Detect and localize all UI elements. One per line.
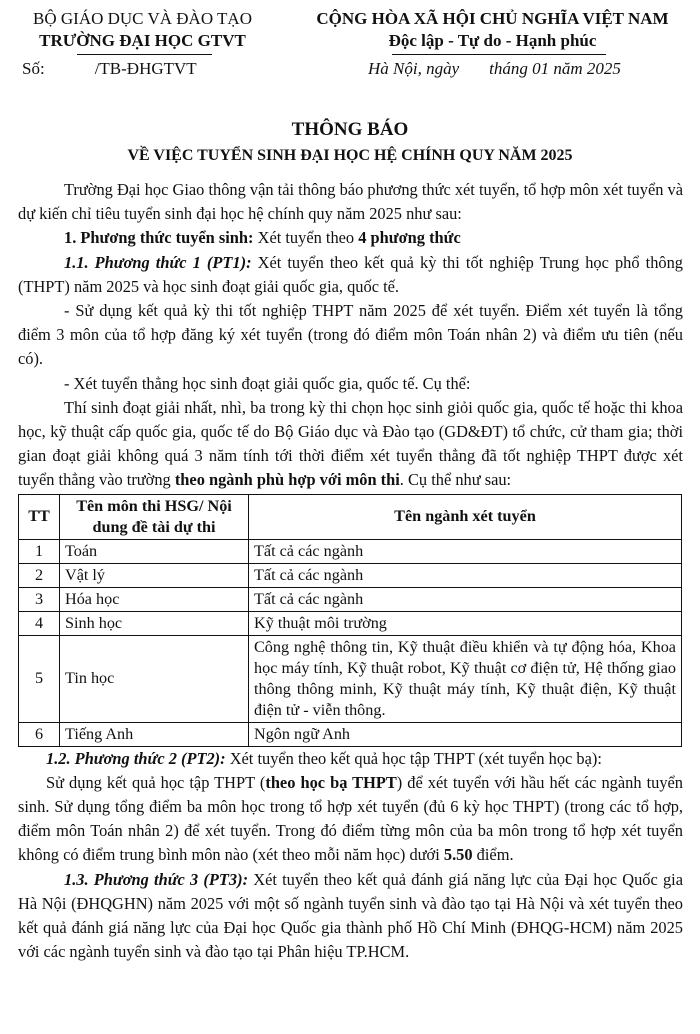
row-subject: Sinh học [60,611,249,635]
date-place-day: Hà Nội, ngày [368,59,460,78]
row-subject: Toán [60,539,249,563]
document-body [18,178,683,964]
row-subject: Vật lý [60,563,249,587]
col-header-subject: Tên môn thi HSG/ Nội dung đề tài dự thi [60,494,249,539]
document-title: THÔNG BÁO [291,119,409,140]
row-subject: Tiếng Anh [60,722,249,746]
pt2-heading: 1.2. Phương thức 2 (PT2): Xét tuyển theo kết quả học tập THPT (xét tuyển học bạ): [46,748,602,768]
pt1-bullet-2: - Xét tuyển thẳng học sinh đoạt giải quốc gia, quốc tế. Cụ thể: [64,373,471,393]
document-number-label: Số: [22,59,45,78]
pt2-label: 1.2. Phương thức 2 (PT2): [46,748,226,768]
row-tt: 6 [19,722,60,746]
intro-paragraph: Trường Đại học Giao thông vận tải thông báo phương thức xét tuyển, tổ hợp môn xét tuyển và dự kiến chỉ tiêu tuyển sinh đại học hệ chính quy năm 2025 như sau: [18,180,683,224]
motto-underline [392,54,606,55]
table-row [19,539,682,563]
issuer-block [0,8,285,52]
table-header-row [19,494,682,539]
pt3-heading: 1.3. Phương thức 3 (PT3): Xét tuyển theo kết quả đánh giá năng lực của Đại học Quốc gia Hà Nội (ĐHQGHN) năm 2025 với một số ngành tuyển sinh và đào tạo tại Hà Nội và xét tuyển theo kết quả đánh giá năng lực của Đại học Quốc gia thành phố Hồ Chí Minh (ĐHQG-HCM) năm 2025 với các ngành tuyển sinh và đào tạo tại Phân hiệu TP.HCM. [18,869,683,962]
row-tt: 1 [19,539,60,563]
document-date [368,58,621,80]
motto: Độc lập - Tự do - Hạnh phúc [388,31,597,50]
date-month-year: tháng 01 năm 2025 [489,59,621,78]
table-row [19,635,682,722]
row-majors: Tất cả các ngành [249,587,682,611]
col-header-tt: TT [19,494,60,539]
national-motto-block [285,8,700,52]
ministry-name: BỘ GIÁO DỤC VÀ ĐÀO TẠO [33,9,252,28]
row-subject: Tin học [60,635,249,722]
row-subject: Hóa học [60,587,249,611]
country-name: CỘNG HÒA XÃ HỘI CHỦ NGHĨA VIỆT NAM [316,9,669,28]
pt2-paragraph: Sử dụng kết quả học tập THPT (theo học bạ THPT) để xét tuyển với hầu hết các ngành tuyển sinh. Sử dụng tổng điểm ba môn học trong tổ hợp xét tuyển (đủ 6 kỳ học THPT) (trong các tổ hợp, điểm môn Toán nhân 2) để xét tuyển. Trong đó điểm từng môn của ba môn trong tổ hợp xét tuyển không có điểm trung bình môn nào (xét theo mỗi năm học) dưới 5.50 điểm. [18,772,683,865]
pt1-paragraph: Thí sinh đoạt giải nhất, nhì, ba trong kỳ thi chọn học sinh giỏi quốc gia, quốc tế hoặc thi khoa học, kỹ thuật cấp quốc gia, quốc tế do Bộ Giáo dục và Đào tạo (GD&ĐT) tổ chức, cử tham gia; thời gian đoạt giải không quá 3 năm tính tới thời điểm xét tuyển thẳng đã tốt nghiệp THPT được xét tuyển thẳng vào trường theo ngành phù hợp với môn thi. Cụ thể như sau: [18,397,683,490]
row-majors: Kỹ thuật môi trường [249,611,682,635]
document-subtitle: VỀ VIỆC TUYỂN SINH ĐẠI HỌC HỆ CHÍNH QUY NĂM 2025 [127,147,573,164]
section-1: 1. Phương thức tuyển sinh: Xét tuyển theo 4 phương thức [64,228,461,248]
document-number-code: /TB-ĐHGTVT [94,59,197,78]
award-major-table [18,494,682,747]
row-majors: Tất cả các ngành [249,539,682,563]
row-majors: Công nghệ thông tin, Kỹ thuật điều khiển và tự động hóa, Khoa học máy tính, Kỹ thuật robot, Kỹ thuật cơ điện tử, Hệ thống giao thông thông minh, Kỹ thuật máy tính, Kỹ thuật điện, Kỹ thuật điện tử - viễn thông. [249,635,682,722]
row-majors: Ngôn ngữ Anh [249,722,682,746]
issuer-underline [77,54,212,55]
pt1-bullet-1: - Sử dụng kết quả kỳ thi tốt nghiệp THPT năm 2025 để xét tuyển. Điểm xét tuyển là tổng điểm 3 môn của tổ hợp đăng ký xét tuyển (trong đó điểm môn Toán nhân 2) và điểm ưu tiên (nếu có). [18,301,683,369]
row-tt: 4 [19,611,60,635]
row-majors: Tất cả các ngành [249,563,682,587]
pt1-label: 1.1. Phương thức 1 (PT1): [64,252,252,272]
table-row [19,563,682,587]
col-header-majors: Tên ngành xét tuyển [249,494,682,539]
university-name: TRƯỜNG ĐẠI HỌC GTVT [39,31,246,50]
pt3-label: 1.3. Phương thức 3 (PT3): [64,869,249,889]
document-number [22,58,197,80]
row-tt: 2 [19,563,60,587]
table-row [19,587,682,611]
table-row [19,722,682,746]
section-1-label: 1. Phương thức tuyển sinh: [64,228,254,248]
pt1-heading: 1.1. Phương thức 1 (PT1): Xét tuyển theo kết quả kỳ thi tốt nghiệp Trung học phổ thông (THPT) năm 2025 và học sinh đoạt giải quốc gia, quốc tế. [18,252,683,296]
table-row [19,611,682,635]
row-tt: 3 [19,587,60,611]
row-tt: 5 [19,635,60,722]
